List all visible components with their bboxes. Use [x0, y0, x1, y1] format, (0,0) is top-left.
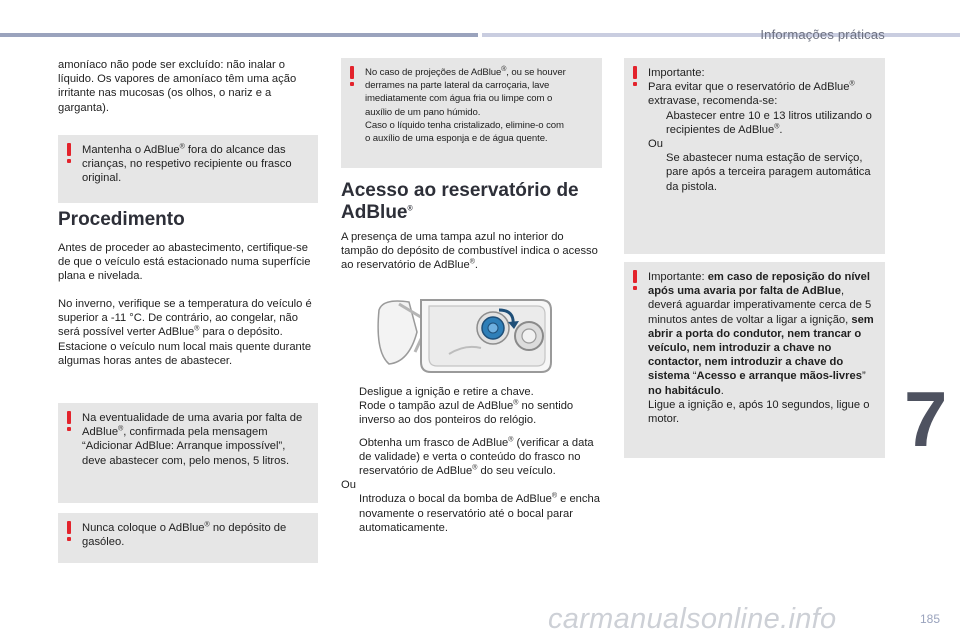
section-title: Informações práticas	[760, 27, 885, 42]
warning-box-overflow	[624, 58, 885, 254]
step-item	[341, 385, 603, 399]
fuel-flap-image	[369, 292, 569, 378]
para-block-2	[58, 297, 320, 368]
or-text: Ou	[341, 479, 356, 492]
bullet-icon	[341, 436, 353, 479]
warning-text-bold: Acesso e arranque mãos-livres	[696, 370, 862, 383]
step-item	[341, 492, 603, 535]
warning-text-part: , deverá aguardar imperativamente cerca de 5 minutos antes de voltar a ligar a ignição,	[648, 285, 872, 326]
warning-bullet	[648, 109, 875, 137]
warning-icon	[349, 66, 355, 86]
step-text: Desligue a ignição e retire a chave.	[359, 386, 534, 398]
warning-text-bold: no habitáculo	[648, 384, 721, 397]
warning-line: imediatamente com água fria ou limpe com o	[365, 93, 553, 105]
warning-line: auxílio de um pano húmido.	[365, 106, 481, 118]
bullet-icon	[648, 109, 660, 137]
heading-procedimento: Procedimento	[58, 209, 185, 230]
warning-text: Nunca coloque o AdBlue® no depósito de gasóleo.	[82, 521, 287, 549]
warning-icon	[66, 521, 72, 541]
para-parking: Antes de proceder ao abastecimento, certifique-se de que o veículo está estacionado numa superfície plana e nivelada.	[58, 242, 311, 283]
warning-text	[365, 66, 592, 145]
warning-box-children	[58, 135, 318, 203]
warning-icon	[632, 66, 638, 86]
warning-box-breakdown	[58, 403, 318, 503]
bullet-icon	[341, 492, 353, 535]
warning-icon	[66, 411, 72, 431]
warning-intro: Para evitar que o reservatório de AdBlue® extravase, recomenda-se:	[648, 80, 855, 108]
warning-line: No caso de projeções de AdBlue®, ou se houver	[365, 65, 566, 78]
column-1	[58, 58, 320, 115]
warning-text-bold: em caso de reposição do nível após uma avaria por falta de AdBlue	[648, 271, 870, 298]
heading-acesso: Acesso ao reservatório de AdBlue®	[341, 180, 579, 223]
step-text: Obtenha um frasco de AdBlue® (verificar a data de validade) e verta o conteúdo do frasco no reservatório de AdBlue® do seu veículo.	[359, 435, 594, 478]
warning-text: Na eventualidade de uma avaria por falta de AdBlue®, confirmada pela mensagem “Adicionar AdBlue: Arranque impossível”, deve abastecer com, pelo menos, 5 litros.	[82, 412, 303, 467]
or-text: Ou	[648, 138, 663, 151]
warning-bullet-text: Abastecer entre 10 e 13 litros utilizando o recipientes de AdBlue®.	[666, 109, 872, 136]
bullet-icon	[341, 399, 353, 427]
warning-title: Importante:	[648, 67, 705, 79]
para-blue-cap: A presença de uma tampa azul no interior do tampão do depósito de combustível indica o acesso ao reservatório de AdBlue®.	[341, 231, 598, 272]
warning-text	[648, 270, 875, 426]
header-bar-right	[482, 33, 960, 37]
fuel-flap-illustration	[369, 292, 569, 378]
warning-line: o auxílio de uma esponja e de água quente.	[365, 133, 548, 145]
para-block-1	[58, 241, 320, 284]
warning-text	[648, 66, 875, 194]
para-block-access	[341, 230, 603, 273]
steps-list	[341, 385, 603, 535]
page-number: 185	[919, 612, 940, 626]
warning-text-part: .	[720, 384, 724, 397]
warning-bullet-text: Se abastecer numa estação de serviço, pare após a terceira paragem automática da pistola.	[666, 152, 871, 193]
warning-box-spills	[341, 58, 602, 168]
step-item	[341, 436, 603, 479]
header-bar	[0, 33, 478, 37]
warning-line: Caso o líquido tenha cristalizado, elimine-o com	[365, 119, 564, 131]
warning-text-part: ”	[861, 370, 866, 383]
warning-box-diesel	[58, 513, 318, 563]
watermark: carmanualsonline.info	[548, 603, 837, 635]
warning-text-part: “	[689, 370, 697, 383]
warning-text-bold: sem abrir a porta do condutor, nem trancar o veículo, nem introduzir a chave no contactor, nem introduzir a chave do sistema	[648, 313, 874, 383]
chapter-number: 7	[904, 375, 948, 463]
warning-text-part: Ligue a ignição e, após 10 segundos, ligue o motor.	[648, 398, 870, 426]
bullet-icon	[341, 385, 353, 399]
warning-icon	[66, 143, 72, 163]
warning-line: derrames na parte lateral da carroçaria, lave	[365, 80, 550, 92]
warning-bullet	[648, 151, 875, 194]
warning-text: Mantenha o AdBlue® fora do alcance das crianças, no respetivo recipiente ou frasco original.	[82, 143, 292, 185]
step-text: Introduza o bocal da bomba de AdBlue® e encha novamente o reservatório até o bocal parar automaticamente.	[359, 492, 600, 534]
intro-text: amoníaco não pode ser excluído: não inalar o líquido. Os vapores de amoníaco têm uma ação irritante nas mucosas (os olhos, o nariz e a garganta).	[58, 59, 297, 114]
warning-box-restart	[624, 262, 885, 458]
warning-icon	[632, 270, 638, 290]
step-text: Rode o tampão azul de AdBlue® no sentido inverso ao dos ponteiros do relógio.	[359, 399, 574, 427]
bullet-icon	[648, 151, 660, 194]
para-winter: No inverno, verifique se a temperatura do veículo é superior a -11 °C. De contrário, ao congelar, não será possível verter AdBlue® para o depósito. Estacione o veículo num local mais quente durante algumas horas antes de abastecer.	[58, 298, 312, 367]
warning-text-part: Importante:	[648, 271, 708, 283]
step-item	[341, 399, 603, 427]
